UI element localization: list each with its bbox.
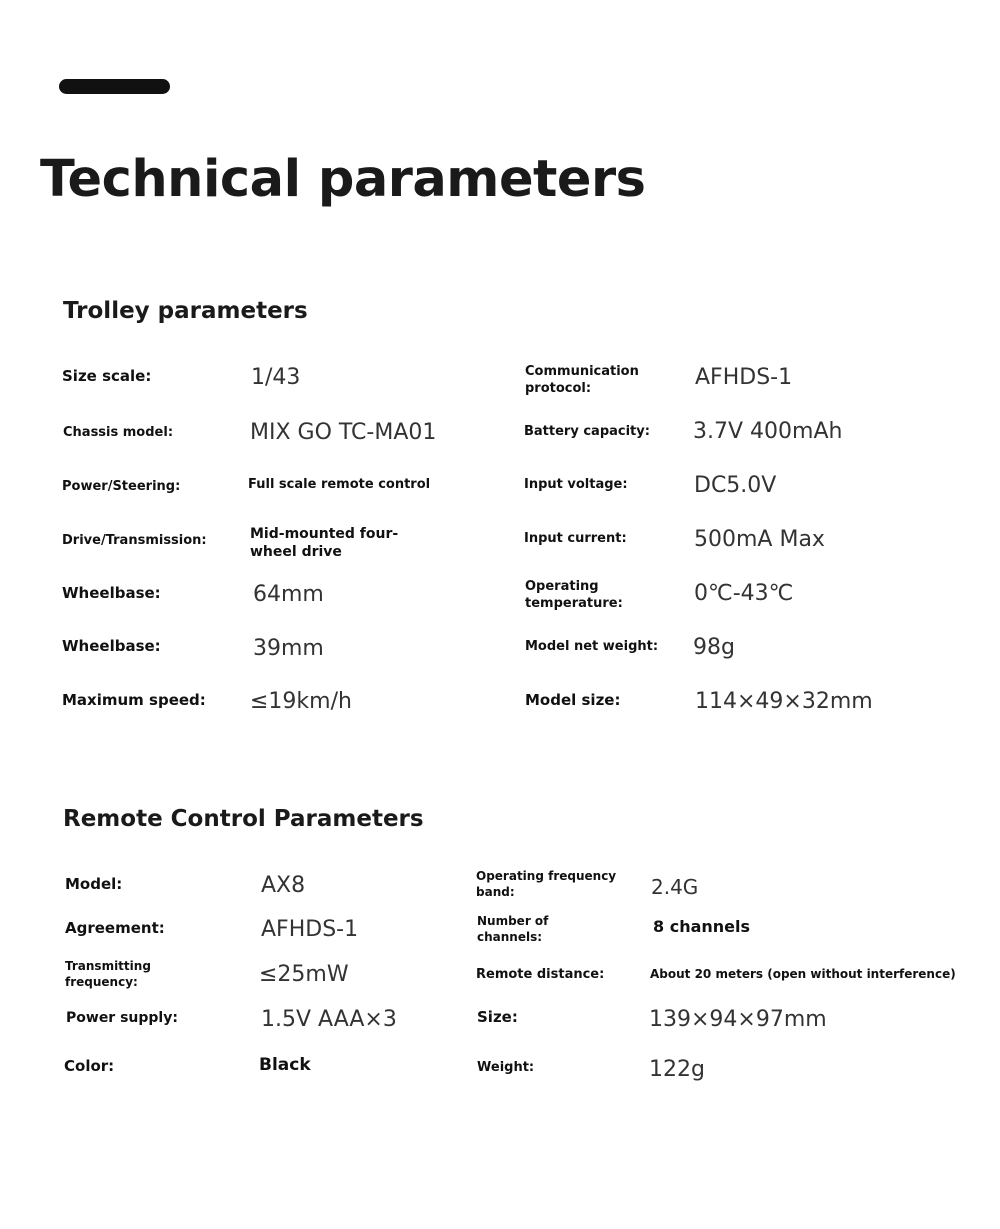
param-label: Operating frequency band:: [476, 869, 617, 899]
page-title: Technical parameters: [40, 150, 646, 209]
param-label: Chassis model:: [63, 425, 174, 440]
param-label: Number of channels:: [477, 914, 549, 944]
param-value: ≤25mW: [259, 962, 349, 987]
param-label: Model:: [65, 875, 123, 893]
param-value: 2.4G: [651, 875, 699, 899]
param-label: Transmitting frequency:: [65, 959, 151, 989]
param-value: 1/43: [251, 365, 301, 390]
param-value: 39mm: [253, 636, 324, 661]
param-label: Wheelbase:: [62, 584, 161, 602]
param-value: 500mA Max: [694, 527, 825, 552]
param-value: AFHDS-1: [261, 917, 359, 942]
param-label: Battery capacity:: [524, 424, 650, 439]
param-value: 139×94×97mm: [649, 1007, 827, 1032]
param-label: Input voltage:: [524, 477, 628, 492]
param-value: 114×49×32mm: [695, 689, 873, 714]
param-value: Black: [259, 1055, 311, 1075]
param-label: Input current:: [524, 531, 627, 546]
param-label: Weight:: [477, 1060, 535, 1075]
param-value: 0℃-43℃: [694, 581, 794, 606]
param-label: Drive/Transmission:: [62, 533, 207, 548]
param-label: Model net weight:: [525, 639, 659, 654]
param-label: Wheelbase:: [62, 637, 161, 655]
param-value: ≤19km/h: [250, 689, 352, 714]
param-value: 3.7V 400mAh: [693, 419, 843, 444]
param-label: Agreement:: [65, 919, 165, 937]
param-value: 1.5V AAA×3: [261, 1007, 397, 1032]
param-value: 122g: [649, 1057, 705, 1082]
param-label: Maximum speed:: [62, 691, 206, 709]
param-value: About 20 meters (open without interference): [650, 967, 956, 981]
param-value: DC5.0V: [694, 473, 777, 498]
param-value: 8 channels: [653, 917, 751, 936]
param-label: Power/Steering:: [62, 479, 181, 494]
param-label: Power supply:: [66, 1010, 178, 1026]
param-value: Full scale remote control: [248, 477, 431, 492]
title-accent-bar: [59, 79, 170, 94]
param-label: Color:: [64, 1057, 115, 1075]
param-value: 98g: [693, 635, 735, 660]
param-label: Model size:: [525, 691, 621, 709]
param-value: MIX GO TC-MA01: [250, 420, 437, 445]
remote-section-heading: Remote Control Parameters: [63, 806, 424, 832]
param-label: Size:: [477, 1008, 518, 1026]
param-label: Remote distance:: [476, 967, 605, 982]
trolley-section-heading: Trolley parameters: [63, 298, 308, 324]
param-label: Size scale:: [62, 367, 152, 385]
param-value: AX8: [261, 873, 306, 898]
param-label: Operating temperature:: [525, 579, 623, 611]
param-value: Mid-mounted four-wheel drive: [250, 526, 399, 560]
param-label: Communication protocol:: [525, 364, 639, 396]
param-value: 64mm: [253, 582, 324, 607]
param-value: AFHDS-1: [695, 365, 793, 390]
